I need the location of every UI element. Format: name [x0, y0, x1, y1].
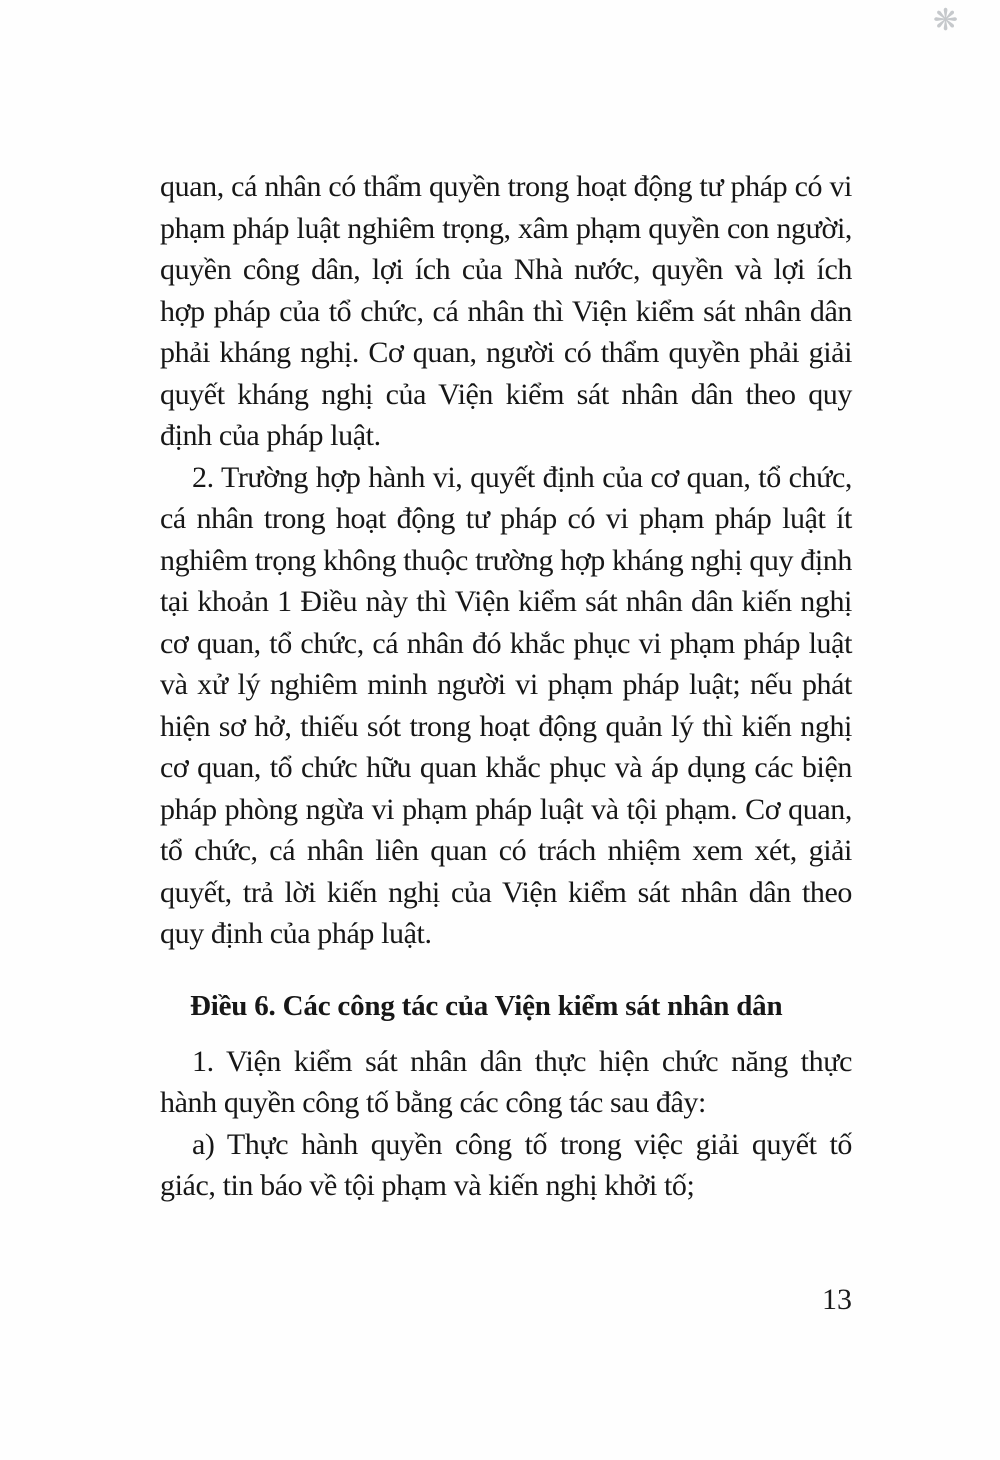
- paragraph-point-a: a) Thực hành quyền công tố trong việc giải quyết tố giác, tin báo về tội phạm và kiến nghị khởi tố;: [160, 1127, 852, 1202]
- page-text-block: [160, 166, 852, 1207]
- paragraph-continuation: quan, cá nhân có thẩm quyền trong hoạt động tư pháp có vi phạm pháp luật nghiêm trọng, xâm phạm quyền con người, quyền công dân, lợi ích của Nhà nước, quyền và lợi ích hợp pháp của tổ chức, cá nhân thì Viện kiểm sát nhân dân phải kháng nghị. Cơ quan, người có thẩm quyền phải giải quyết kháng nghị của Viện kiểm sát nhân dân theo quy định của pháp luật.: [160, 170, 852, 452]
- flower-asterisk-icon: ❋: [933, 3, 959, 38]
- paragraph-clause-2: 2. Trường hợp hành vi, quyết định của cơ quan, tổ chức, cá nhân trong hoạt động tư pháp có vi phạm pháp luật ít nghiêm trọng không thuộc trường hợp kháng nghị quy định tại khoản 1 Điều này thì Viện kiểm sát nhân dân kiến nghị cơ quan, tổ chức, cá nhân đó khắc phục vi phạm pháp luật và xử lý nghiêm minh người vi phạm pháp luật; nếu phát hiện sơ hở, thiếu sót trong hoạt động quản lý thì kiến nghị cơ quan, tổ chức hữu quan khắc phục và áp dụng các biện pháp phòng ngừa vi phạm pháp luật và tội phạm. Cơ quan, tổ chức, cá nhân liên quan có trách nhiệm xem xét, giải quyết, trả lời kiến nghị của Viện kiểm sát nhân dân theo quy định của pháp luật.: [160, 460, 852, 950]
- page-number: 13: [822, 1283, 852, 1316]
- paragraph-clause-1-article-6: 1. Viện kiểm sát nhân dân thực hiện chức năng thực hành quyền công tố bằng các công tác sau đây:: [160, 1044, 852, 1119]
- article-heading: Điều 6. Các công tác của Viện kiểm sát nhân dân: [190, 989, 783, 1022]
